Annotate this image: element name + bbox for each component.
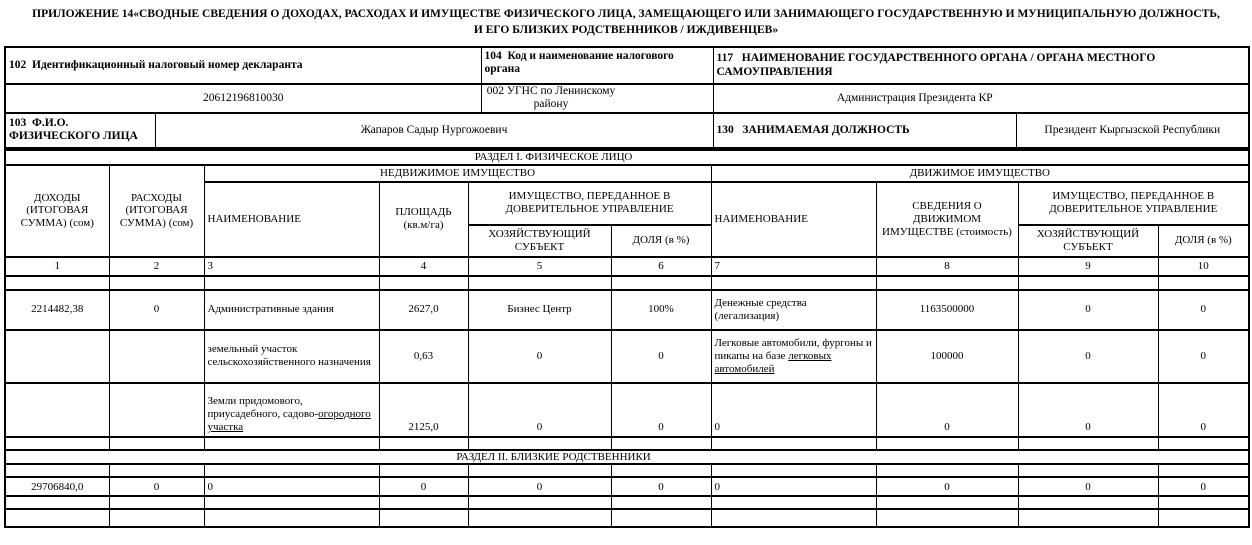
- col-header-share-immovable: ДОЛЯ (в %): [611, 225, 711, 257]
- empty-cell: [876, 437, 1018, 450]
- empty-cell: [711, 496, 876, 509]
- tin-value: 20612196810030: [5, 84, 481, 113]
- group-header-trust-movable: ИМУЩЕСТВО, ПЕРЕДАННОЕ В ДОВЕРИТЕЛЬНОЕ УПРАВЛЕНИЕ: [1018, 182, 1249, 225]
- empty-cell: [611, 509, 711, 527]
- fio-label: 103 Ф.И.О. ФИЗИЧЕСКОГО ЛИЦА: [5, 113, 155, 148]
- empty-cell: [109, 330, 204, 383]
- empty-cell: [5, 383, 109, 437]
- immovable-area: 0: [379, 477, 468, 496]
- empty-cell: [204, 509, 379, 527]
- empty-cell: [1018, 464, 1158, 477]
- col-number-5: 5: [468, 257, 611, 276]
- tax-office-value: 002 УГНС по Ленинскому району: [481, 84, 713, 113]
- immovable-name: 0: [204, 477, 379, 496]
- trust-subject: Бизнес Центр: [468, 290, 611, 330]
- empty-cell: [109, 496, 204, 509]
- empty-cell: [611, 464, 711, 477]
- trust-subject: 0: [468, 330, 611, 383]
- empty-cell: [109, 509, 204, 527]
- table-row: [5, 496, 1249, 509]
- movable-value: 100000: [876, 330, 1018, 383]
- empty-cell: [468, 509, 611, 527]
- empty-cell: [204, 496, 379, 509]
- table-row: [5, 276, 1249, 290]
- empty-cell: [379, 437, 468, 450]
- empty-cell: [711, 437, 876, 450]
- empty-cell: [5, 496, 109, 509]
- position-value: Президент Кыргызской Республики: [1016, 113, 1249, 148]
- expense-total: 0: [109, 290, 204, 330]
- empty-cell: [1158, 496, 1249, 509]
- group-header-immovable: НЕДВИЖИМОЕ ИМУЩЕСТВО: [204, 165, 711, 182]
- empty-cell: [109, 276, 204, 290]
- empty-cell: [109, 464, 204, 477]
- empty-cell: [379, 496, 468, 509]
- empty-cell: [5, 276, 109, 290]
- empty-cell: [379, 509, 468, 527]
- movable-trust-subject: 0: [1018, 290, 1158, 330]
- movable-name: Денежные средства (легализация): [711, 290, 876, 330]
- col-number-9: 9: [1018, 257, 1158, 276]
- empty-cell: [468, 276, 611, 290]
- movable-trust-share: 0: [1158, 330, 1249, 383]
- empty-cell: [204, 464, 379, 477]
- empty-cell: [1158, 276, 1249, 290]
- col-number-7: 7: [711, 257, 876, 276]
- empty-cell: [379, 464, 468, 477]
- expense-total: 0: [109, 477, 204, 496]
- group-header-trust-immovable: ИМУЩЕСТВО, ПЕРЕДАННОЕ В ДОВЕРИТЕЛЬНОЕ УПРАВЛЕНИЕ: [468, 182, 711, 225]
- empty-cell: [5, 509, 109, 527]
- trust-subject: 0: [468, 477, 611, 496]
- col-number-10: 10: [1158, 257, 1249, 276]
- col-header-income: ДОХОДЫ (ИТОГОВАЯ СУММА) (сом): [5, 165, 109, 257]
- section-2-header: РАЗДЕЛ II. БЛИЗКИЕ РОДСТВЕННИКИ: [5, 450, 1249, 465]
- income-total: 2214482,38: [5, 290, 109, 330]
- empty-cell: [876, 496, 1018, 509]
- col-header-area: ПЛОЩАДЬ (кв.м/га): [379, 182, 468, 257]
- trust-subject: 0: [468, 383, 611, 437]
- gov-body-label: 117 НАИМЕНОВАНИЕ ГОСУДАРСТВЕННОГО ОРГАНА / ОРГАНА МЕСТНОГО САМОУПРАВЛЕНИЯ: [713, 47, 1249, 84]
- empty-cell: [468, 437, 611, 450]
- empty-cell: [468, 496, 611, 509]
- col-number-2: 2: [109, 257, 204, 276]
- immovable-name: [204, 383, 379, 437]
- empty-cell: [1018, 276, 1158, 290]
- group-header-movable: ДВИЖИМОЕ ИМУЩЕСТВО: [711, 165, 1249, 182]
- immovable-name-text: Земли придомового, приусадебного, садово-: [207, 395, 319, 421]
- document-title-line2: И ЕГО БЛИЗКИХ РОДСТВЕННИКОВ / ИЖДИВЕНЦЕВ»: [473, 23, 779, 36]
- trust-share: 0: [611, 383, 711, 437]
- col-header-movable-info: СВЕДЕНИЯ О ДВИЖИМОМ ИМУЩЕСТВЕ (стоимость): [876, 182, 1018, 257]
- immovable-area: 2627,0: [379, 290, 468, 330]
- declaration-table: [4, 149, 1250, 529]
- empty-cell: [876, 509, 1018, 527]
- empty-cell: [5, 464, 109, 477]
- movable-name: [711, 330, 876, 383]
- empty-cell: [109, 383, 204, 437]
- movable-trust-subject: 0: [1018, 330, 1158, 383]
- col-header-name-movable: НАИМЕНОВАНИЕ: [711, 182, 876, 257]
- table-row: [5, 477, 1249, 496]
- movable-trust-subject: 0: [1018, 383, 1158, 437]
- trust-share: 0: [611, 477, 711, 496]
- movable-name: 0: [711, 383, 876, 437]
- document-title-line1: ПРИЛОЖЕНИЕ 14«СВОДНЫЕ СВЕДЕНИЯ О ДОХОДАХ, РАСХОДАХ И ИМУЩЕСТВЕ ФИЗИЧЕСКОГО ЛИЦА, ЗАМЕЩАЮЩЕГО ИЛИ ЗАНИМАЮЩЕГО ГОСУДАРСТВЕННУЮ И МУНИЦИПАЛЬНУЮ ДОЛЖНОСТЬ,: [32, 8, 1220, 20]
- col-number-8: 8: [876, 257, 1018, 276]
- tax-office-label: 104 Код и наименование налогового органа: [481, 47, 713, 84]
- col-header-name-immovable: НАИМЕНОВАНИЕ: [204, 182, 379, 257]
- fio-value: Жапаров Садыр Нургожоевич: [155, 113, 713, 148]
- movable-trust-share: 0: [1158, 383, 1249, 437]
- empty-cell: [109, 437, 204, 450]
- table-row: [5, 290, 1249, 330]
- tin-label: 102 Идентификационный налоговый номер декларанта: [5, 47, 481, 84]
- immovable-name-underlined: огородного участка: [207, 408, 371, 433]
- section-1-header: РАЗДЕЛ I. ФИЗИЧЕСКОЕ ЛИЦО: [5, 150, 1249, 165]
- movable-value: 0: [876, 383, 1018, 437]
- col-header-subject-movable: ХОЗЯЙСТВУЮЩИЙ СУБЪЕКТ: [1018, 225, 1158, 257]
- col-number-4: 4: [379, 257, 468, 276]
- movable-name-text: Легковые автомобили, фургоны и пикапы на базе: [714, 337, 872, 362]
- empty-cell: [876, 464, 1018, 477]
- income-total: 29706840,0: [5, 477, 109, 496]
- empty-cell: [1018, 509, 1158, 527]
- movable-value: 1163500000: [876, 290, 1018, 330]
- trust-share: 0: [611, 330, 711, 383]
- empty-cell: [1018, 496, 1158, 509]
- empty-cell: [468, 464, 611, 477]
- table-row: [5, 437, 1249, 450]
- immovable-name: земельный участок сельскохозяйственного назначения: [204, 330, 379, 383]
- table-row: [5, 383, 1249, 437]
- declarant-info-table: [4, 46, 1250, 149]
- document-title: [4, 7, 1248, 38]
- empty-cell: [611, 437, 711, 450]
- movable-name: 0: [711, 477, 876, 496]
- gov-body-value: Администрация Президента КР: [713, 84, 1249, 113]
- empty-cell: [5, 437, 109, 450]
- table-row: [5, 330, 1249, 383]
- col-header-expense: РАСХОДЫ (ИТОГОВАЯ СУММА) (сом): [109, 165, 204, 257]
- empty-cell: [611, 276, 711, 290]
- empty-cell: [1158, 464, 1249, 477]
- movable-name-underlined: легковых автомобилей: [714, 349, 832, 375]
- col-number-1: 1: [5, 257, 109, 276]
- table-row: [5, 509, 1249, 527]
- empty-cell: [876, 276, 1018, 290]
- empty-cell: [611, 496, 711, 509]
- col-header-subject-immovable: ХОЗЯЙСТВУЮЩИЙ СУБЪЕКТ: [468, 225, 611, 257]
- movable-trust-share: 0: [1158, 477, 1249, 496]
- empty-cell: [711, 276, 876, 290]
- empty-cell: [5, 330, 109, 383]
- empty-cell: [1158, 437, 1249, 450]
- movable-value: 0: [876, 477, 1018, 496]
- col-number-3: 3: [204, 257, 379, 276]
- empty-cell: [204, 276, 379, 290]
- immovable-area: 2125,0: [379, 383, 468, 437]
- col-header-share-movable: ДОЛЯ (в %): [1158, 225, 1249, 257]
- movable-trust-subject: 0: [1018, 477, 1158, 496]
- empty-cell: [379, 276, 468, 290]
- table-row: [5, 464, 1249, 477]
- position-label: 130 ЗАНИМАЕМАЯ ДОЛЖНОСТЬ: [713, 113, 1016, 148]
- empty-cell: [1018, 437, 1158, 450]
- empty-cell: [711, 509, 876, 527]
- immovable-area: 0,63: [379, 330, 468, 383]
- trust-share: 100%: [611, 290, 711, 330]
- empty-cell: [1158, 509, 1249, 527]
- col-number-6: 6: [611, 257, 711, 276]
- empty-cell: [204, 437, 379, 450]
- movable-trust-share: 0: [1158, 290, 1249, 330]
- empty-cell: [711, 464, 876, 477]
- immovable-name: Административные здания: [204, 290, 379, 330]
